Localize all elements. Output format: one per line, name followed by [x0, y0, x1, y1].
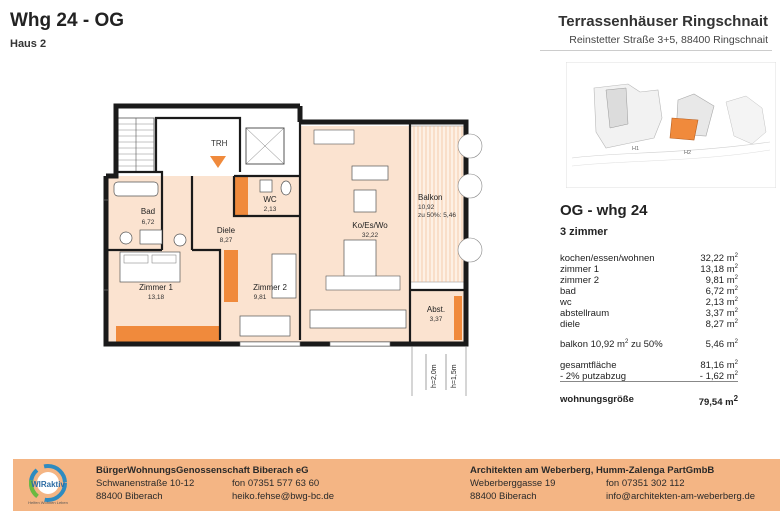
label-balkon-name: Balkon — [418, 193, 443, 202]
pillow — [152, 255, 176, 263]
entrance-marker — [210, 156, 226, 168]
label-kew-name: Ko/Es/Wo — [352, 221, 388, 230]
total-row — [560, 394, 738, 408]
arch-email[interactable]: info@architekten-am-weberberg.de — [606, 491, 756, 502]
site-building-h1 — [594, 84, 662, 148]
arch-contact — [606, 477, 755, 503]
arch-name: Architekten am Weberberg, Humm-Zalenga PartGmbB — [470, 465, 715, 476]
elevator-shaft — [246, 128, 284, 164]
label-height-2: h=1,5m — [451, 364, 458, 388]
area-row — [560, 264, 738, 275]
project-address: Reinstetter Straße 3+5, 88400 Ringschnait — [569, 34, 768, 46]
area-row-label: kochen/essen/wohnen — [560, 253, 655, 264]
washer — [174, 234, 186, 246]
site-plan-map — [566, 62, 776, 188]
plan-label-trh: TRH — [211, 139, 228, 148]
area-row-value: 3,37 $m^2$ — [705, 307, 738, 319]
wc-sink — [260, 180, 272, 192]
area-row-label: wc — [560, 297, 572, 308]
area-row — [560, 308, 738, 319]
org-email[interactable]: heiko.fehse@bwg-bc.de — [232, 491, 335, 502]
total-value: 79,54 $m^2$ — [698, 394, 738, 409]
area-row — [560, 275, 738, 286]
total-label: wohnungsgröße — [560, 394, 634, 405]
floor-plan-svg — [100, 100, 500, 400]
header-divider — [540, 50, 772, 51]
org-city: 88400 Biberach — [96, 491, 163, 502]
kitchen-island — [326, 276, 400, 290]
org-contact — [232, 477, 334, 503]
balkon-label: balkon 10,92 $m^2$ zu 50% — [560, 338, 663, 350]
area-row-label: bad — [560, 286, 576, 297]
area-row-label: zimmer 2 — [560, 275, 600, 286]
tv-unit — [314, 130, 354, 144]
org-phone: fon 07351 577 63 60 — [232, 478, 320, 489]
house-label: Haus 2 — [10, 38, 47, 50]
room-fill-kew — [300, 126, 410, 342]
balkon-value: 5,46 $m^2$ — [705, 338, 738, 350]
unit-room-count: 3 zimmer — [560, 226, 608, 238]
area-row-value: 8,27 $m^2$ — [705, 318, 738, 330]
label-wc-area: 2,13 — [263, 206, 277, 213]
sink — [140, 230, 162, 244]
toilet-bad — [120, 232, 132, 244]
site-label-h1: H1 — [632, 146, 640, 152]
label-zimmer1-area: 13,18 — [147, 294, 165, 301]
area-row-value: 2,13 $m^2$ — [705, 296, 738, 308]
label-balkon-area: 10,92 — [418, 204, 435, 211]
site-unit-highlight — [670, 118, 698, 140]
area-row-label: diele — [560, 319, 581, 330]
label-wc-name: WC — [263, 195, 277, 204]
org-name: BürgerWohnungsGenossenschaft Biberach eG — [96, 465, 309, 476]
arch-phone: fon 07351 302 112 — [606, 478, 685, 489]
desk-zimmer2 — [240, 316, 290, 336]
kitchen-counter — [310, 310, 406, 328]
area-row — [560, 297, 738, 308]
abst-shelf — [454, 296, 462, 340]
area-row — [560, 286, 738, 297]
label-bad-name: Bad — [140, 207, 156, 216]
balcony-plant — [458, 134, 482, 158]
label-height-1: h=2,0m — [431, 364, 438, 388]
dining-table — [344, 240, 376, 280]
sofa — [352, 166, 388, 180]
site-building-h1-core — [606, 88, 628, 128]
area-row — [560, 253, 738, 264]
wardrobe-accent — [224, 250, 238, 302]
gesamt-value: 81,16 $m^2$ — [700, 359, 738, 371]
pillow — [124, 255, 148, 263]
project-title: Terrassenhäuser Ringschnait — [558, 13, 768, 30]
balcony-plant — [458, 174, 482, 198]
area-row — [560, 319, 738, 330]
label-zimmer1-name: Zimmer 1 — [139, 283, 173, 292]
org-street: Schwanenstraße 10-12 — [96, 478, 195, 489]
label-zimmer2-name: Zimmer 2 — [253, 283, 287, 292]
zimmer1-wardrobe — [116, 326, 220, 342]
logo-svg — [21, 463, 75, 507]
area-row-label: abstellraum — [560, 308, 610, 319]
area-row-value: 32,22 $m^2$ — [700, 252, 738, 264]
arch-city: 88400 Biberach — [470, 491, 537, 502]
balkon-row — [560, 339, 738, 350]
gesamt-row — [560, 360, 738, 371]
wc-accent — [234, 176, 248, 216]
label-kew-area: 32,22 — [361, 232, 379, 239]
coffee-table — [354, 190, 376, 212]
putz-value: - 1,62 $m^2$ — [699, 370, 738, 382]
label-diele-name: Diele — [216, 226, 236, 235]
area-row-value: 6,72 $m^2$ — [705, 285, 738, 297]
site-label-h2: H2 — [684, 150, 692, 156]
logo-tagline: Helfen Wohnen Leben — [28, 500, 68, 505]
putz-label: - 2% putzabzug — [560, 371, 627, 382]
floor-plan — [100, 100, 500, 400]
unit-title: OG - whg 24 — [560, 202, 648, 219]
logo-wordmark: WIRaktiv — [31, 480, 65, 489]
area-row-label: zimmer 1 — [560, 264, 600, 275]
label-balkon-note: zu 50%: 5,46 — [418, 212, 456, 219]
label-zimmer2-area: 9,81 — [253, 294, 267, 301]
bathtub — [114, 182, 158, 196]
label-abst-name: Abst. — [426, 305, 446, 314]
area-table — [560, 253, 738, 408]
gesamt-label: gesamtfläche — [560, 360, 617, 371]
area-row-value: 9,81 $m^2$ — [705, 274, 738, 286]
site-plan-svg — [566, 62, 776, 188]
footer-bar — [13, 459, 780, 511]
arch-street: Weberberggasse 19 — [470, 478, 556, 489]
balcony-plant — [458, 238, 482, 262]
label-bad-area: 6,72 — [141, 219, 155, 226]
wiraktiv-logo — [21, 463, 75, 507]
staircase — [118, 118, 154, 172]
putz-row — [560, 371, 738, 382]
area-row-value: 13,18 $m^2$ — [700, 263, 738, 275]
label-diele-area: 8,27 — [219, 237, 233, 244]
wc-toilet — [281, 181, 291, 195]
page-title: Whg 24 - OG — [10, 10, 124, 31]
label-abst-area: 3,37 — [429, 316, 443, 323]
